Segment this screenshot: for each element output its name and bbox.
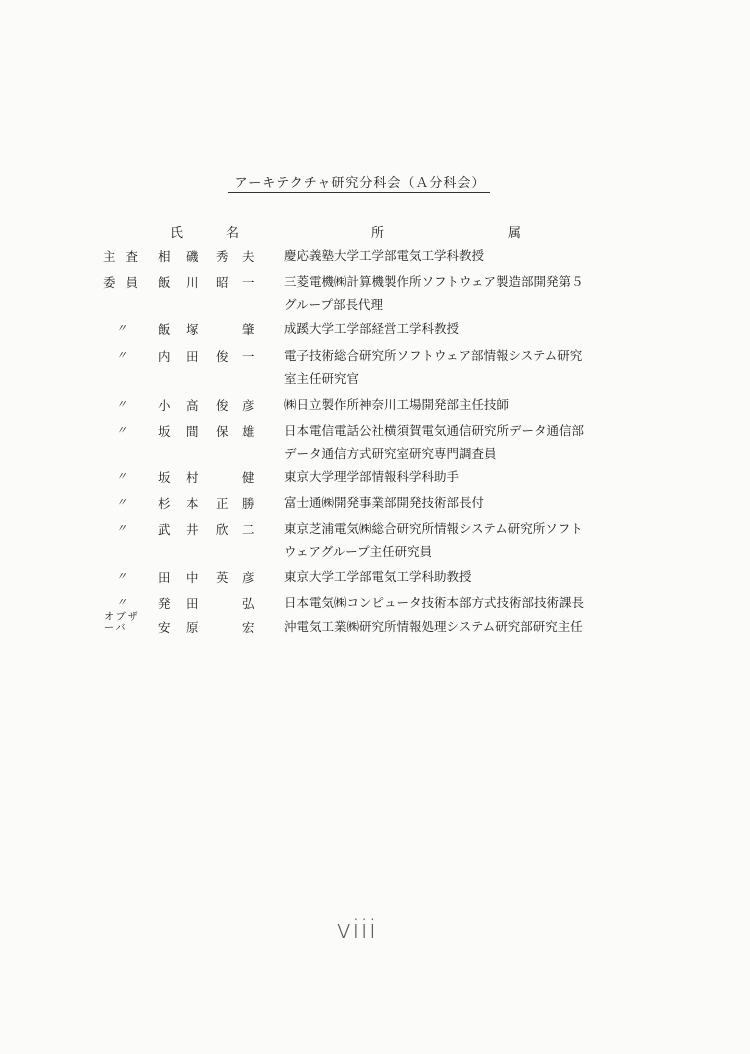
member-name — [158, 494, 268, 512]
member-name-char: 宏 — [242, 620, 255, 635]
member-name-char: 肇 — [242, 322, 255, 337]
member-name — [158, 468, 268, 486]
member-name-char: 内 — [158, 349, 171, 364]
member-name-char: 俊 — [216, 398, 229, 413]
member-name-char: 英 — [216, 570, 229, 585]
member-affiliation — [284, 517, 624, 563]
member-affiliation — [284, 244, 624, 267]
header-aff-1: 所 — [371, 226, 385, 241]
member-name — [158, 247, 268, 265]
member-name-char: 小 — [158, 398, 171, 413]
affiliation-line: ㈱日立製作所神奈川工場開発部主任技師 — [284, 397, 510, 412]
member-role: 〃 — [116, 496, 127, 509]
affiliation-line: 沖電気工業㈱研究所情報処理システム研究部研究主任 — [284, 619, 583, 634]
member-name-char: 間 — [186, 424, 199, 439]
member-name-char: 坂 — [158, 470, 171, 485]
member-affiliation — [284, 491, 624, 514]
title-underline — [228, 192, 490, 193]
member-name-char: 欣 — [216, 522, 229, 537]
member-name-char: 田 — [158, 570, 171, 585]
member-name-char: 村 — [186, 470, 199, 485]
member-name — [158, 347, 268, 365]
header-aff-2: 属 — [508, 226, 522, 241]
affiliation-line: ウェアグループ主任研究員 — [284, 544, 433, 559]
member-name-char: 夫 — [242, 249, 255, 264]
member-affiliation — [284, 419, 624, 465]
member-name-char: 本 — [186, 496, 199, 511]
member-name-char: 原 — [186, 620, 199, 635]
member-affiliation — [284, 344, 624, 390]
member-name-char: 田 — [186, 349, 199, 364]
member-name-char: 一 — [242, 349, 255, 364]
committee-title: アーキテクチャ研究分科会（Ａ分科会） — [234, 176, 486, 191]
member-role: 主査 — [103, 249, 149, 264]
page-number: viii — [336, 915, 378, 945]
member-name-char: 彦 — [242, 398, 255, 413]
member-name — [158, 520, 268, 538]
member-affiliation — [284, 465, 624, 488]
member-role: 〃 — [116, 424, 127, 437]
member-role: 〃 — [116, 322, 127, 335]
member-name-char: 弘 — [242, 596, 255, 611]
member-name-char: 一 — [242, 275, 255, 290]
affiliation-line: 室主任研究官 — [284, 371, 360, 386]
member-name-char: 彦 — [242, 570, 255, 585]
member-affiliation — [284, 270, 624, 316]
member-name-char: 保 — [216, 424, 229, 439]
member-role: 〃 — [116, 596, 127, 609]
member-role: 〃 — [116, 470, 127, 483]
affiliation-line: 富士通㈱開発事業部開発技術部長付 — [284, 495, 485, 510]
member-name-char: 安 — [158, 620, 171, 635]
affiliation-line: 東京大学工学部電気工学科助教授 — [284, 569, 472, 584]
affiliation-line: 東京大学理学部情報科学科助手 — [284, 469, 460, 484]
member-affiliation — [284, 393, 624, 416]
header-name-2: 名 — [226, 226, 240, 241]
member-name — [158, 568, 268, 586]
member-affiliation — [284, 615, 624, 638]
member-name-char: 雄 — [242, 424, 255, 439]
member-name-char: 飯 — [158, 275, 171, 290]
member-name-char: 田 — [186, 596, 199, 611]
member-name — [158, 594, 268, 612]
member-role: 〃 — [116, 349, 127, 362]
affiliation-line: 日本電信電話公社横須賀電気通信研究所データ通信部 — [284, 423, 585, 438]
member-name — [158, 396, 268, 414]
member-name — [158, 422, 268, 440]
member-name-char: 中 — [186, 570, 199, 585]
header-name-1: 氏 — [170, 226, 184, 241]
member-name — [158, 618, 268, 636]
affiliation-line: データ通信方式研究室研究専門調査員 — [284, 446, 497, 461]
member-name-char: 塚 — [186, 322, 199, 337]
affiliation-line: グループ部長代理 — [284, 297, 384, 312]
member-role: オブザーバ — [104, 612, 140, 634]
affiliation-line: 三菱電機㈱計算機製作所ソフトウェア製造部開発第５ — [284, 274, 584, 289]
affiliation-line: 東京芝浦電気㈱総合研究所情報システム研究所ソフト — [284, 521, 583, 536]
member-name-char: 発 — [158, 596, 171, 611]
member-name-char: 健 — [242, 470, 255, 485]
member-name-char: 武 — [158, 522, 171, 537]
member-name-char: 俊 — [216, 349, 229, 364]
member-name-char: 昭 — [216, 275, 229, 290]
member-name-char: 磯 — [186, 249, 199, 264]
member-name-char: 勝 — [242, 496, 255, 511]
affiliation-line: 電子技術総合研究所ソフトウェア部情報システム研究 — [284, 348, 583, 363]
member-name-char: 二 — [242, 522, 255, 537]
member-name-char: 井 — [186, 522, 199, 537]
member-affiliation — [284, 565, 624, 588]
member-affiliation — [284, 317, 624, 340]
affiliation-line: 成蹊大学工学部経営工学科教授 — [284, 321, 460, 336]
member-name-char: 高 — [186, 398, 199, 413]
member-role: 〃 — [116, 522, 127, 535]
member-name — [158, 273, 268, 291]
member-affiliation — [284, 591, 624, 614]
member-name-char: 正 — [216, 496, 229, 511]
member-name-char: 飯 — [158, 322, 171, 337]
member-name-char: 坂 — [158, 424, 171, 439]
member-name — [158, 320, 268, 338]
affiliation-line: 慶応義塾大学工学部電気工学科教授 — [284, 248, 485, 263]
member-name-char: 秀 — [216, 249, 229, 264]
affiliation-line: 日本電気㈱コンピュータ技術本部方式技術部技術課長 — [284, 595, 585, 610]
member-role: 〃 — [116, 570, 127, 583]
member-role: 委員 — [103, 275, 149, 290]
member-name-char: 杉 — [158, 496, 171, 511]
member-role: 〃 — [116, 398, 127, 411]
member-name-char: 相 — [158, 249, 171, 264]
member-name-char: 川 — [186, 275, 199, 290]
